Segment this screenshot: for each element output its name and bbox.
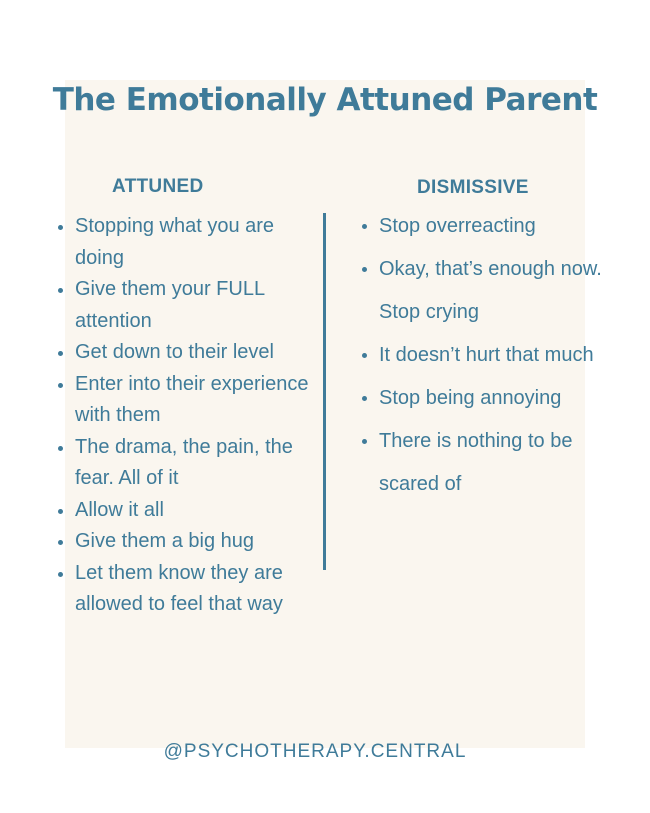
list-item: Stop overreacting bbox=[362, 205, 622, 248]
list-item: Okay, that’s enough now. Stop crying bbox=[362, 248, 622, 334]
list-item: Give them your FULL attention bbox=[58, 274, 320, 337]
dismissive-list bbox=[362, 205, 622, 506]
list-item: The drama, the pain, the fear. All of it bbox=[58, 432, 320, 495]
list-item: There is nothing to be scared of bbox=[362, 420, 622, 506]
page-title: The Emotionally Attuned Parent bbox=[52, 82, 598, 118]
list-item: Stop being annoying bbox=[362, 377, 622, 420]
column-divider bbox=[323, 213, 326, 570]
list-item: Get down to their level bbox=[58, 337, 320, 369]
list-item: Enter into their experience with them bbox=[58, 369, 320, 432]
list-item: Give them a big hug bbox=[58, 526, 320, 558]
footer-handle: @PSYCHOTHERAPY.CENTRAL bbox=[163, 741, 467, 762]
list-item: Stopping what you are doing bbox=[58, 211, 320, 274]
list-item: Let them know they are allowed to feel that way bbox=[58, 558, 320, 621]
attuned-list bbox=[58, 211, 320, 621]
list-item: Allow it all bbox=[58, 495, 320, 527]
attuned-heading: ATTUNED bbox=[112, 176, 204, 197]
list-item: It doesn’t hurt that much bbox=[362, 334, 622, 377]
dismissive-heading: DISMISSIVE bbox=[417, 177, 529, 198]
